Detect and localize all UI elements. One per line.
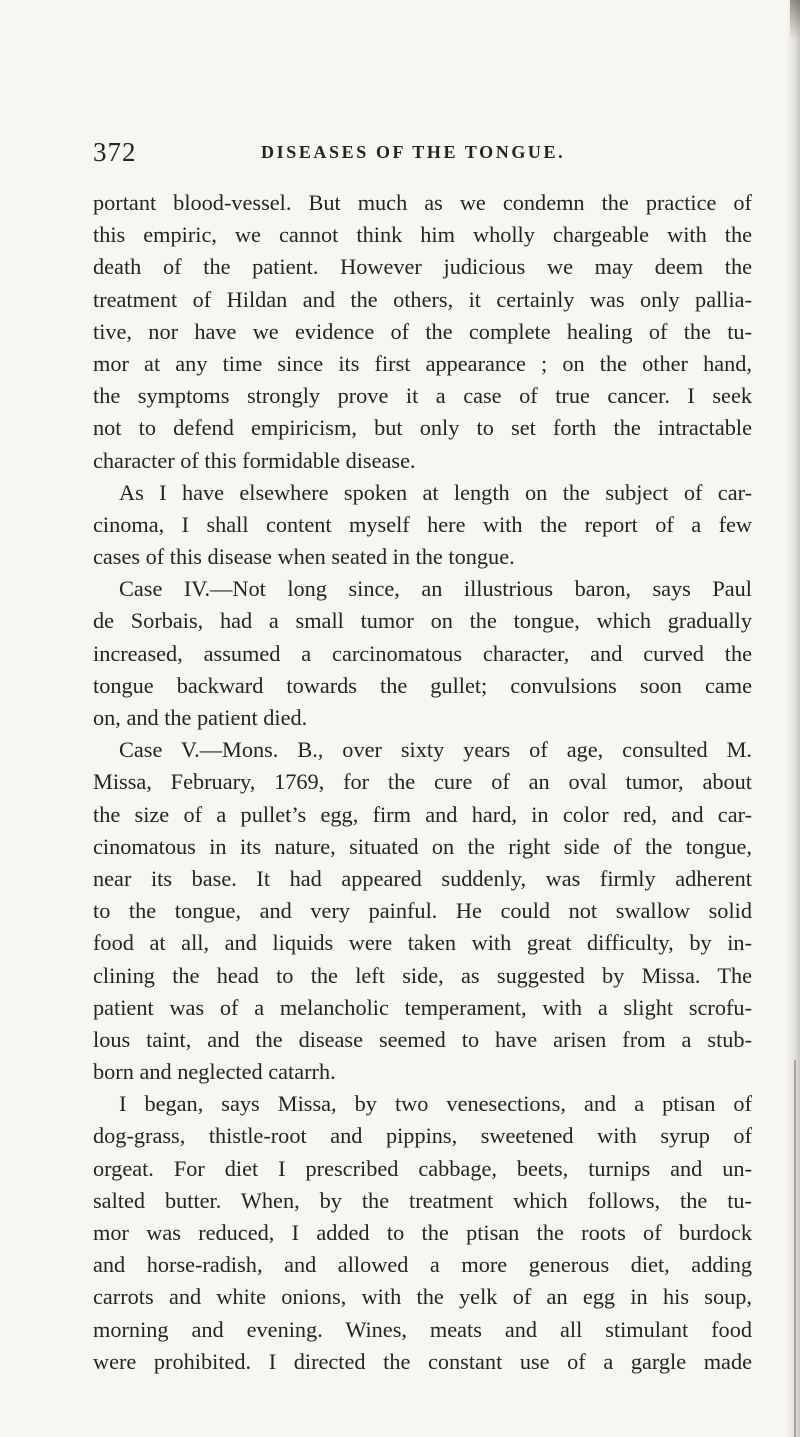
text-line: the size of a pullet’s egg, firm and hard, in color red, and car- — [93, 801, 752, 827]
text-line: food at all, and liquids were taken with great difficulty, by in- — [93, 930, 752, 956]
text-line: on, and the patient died. — [93, 705, 308, 730]
text-line: I began, says Missa, by two venesections, and a ptisan of — [119, 1091, 752, 1117]
page-header — [93, 137, 753, 171]
text-line: clining the head to the left side, as suggested by Missa. The — [93, 962, 752, 988]
page-edge-line — [794, 1060, 796, 1437]
text-line: carrots and white onions, with the yelk of an egg in his soup, — [93, 1284, 752, 1310]
text-line: character of this formidable disease. — [93, 447, 416, 473]
text-line: this empiric, we cannot think him wholly chargeable with the — [93, 222, 752, 248]
text-line: near its base. It had appeared suddenly, was firmly adherent — [93, 865, 752, 891]
page-number: 372 — [93, 137, 137, 167]
text-line: to the tongue, and very painful. He could not swallow solid — [93, 898, 752, 924]
text-line: morning and evening. Wines, meats and all stimulant food — [93, 1316, 752, 1342]
text-line: death of the patient. However judicious we may deem the — [93, 254, 752, 280]
text-line: Missa, February, 1769, for the cure of an oval tumor, about — [93, 769, 752, 795]
text-line: the symptoms strongly prove it a case of true cancer. I seek — [93, 383, 752, 409]
text-line: Case V.—Mons. B., over sixty years of age, consulted M. — [119, 737, 752, 763]
text-line: were prohibited. I directed the constant use of a gargle made — [93, 1348, 752, 1374]
text-line: salted butter. When, by the treatment which follows, the tu- — [93, 1187, 752, 1213]
text-line: treatment of Hildan and the others, it certainly was only pallia- — [93, 286, 752, 312]
text-line: and horse-radish, and allowed a more generous diet, adding — [93, 1252, 752, 1278]
text-line: not to defend empiricism, but only to set forth the intractable — [93, 415, 752, 441]
text-line: portant blood-vessel. But much as we condemn the practice of — [93, 190, 752, 215]
text-line: increased, assumed a carcinomatous character, and curved the — [93, 640, 752, 666]
text-line: Case IV.—Not long since, an illustrious baron, says Paul — [119, 576, 752, 602]
running-head: DISEASES OF THE TONGUE. — [261, 142, 566, 162]
text-line: mor at any time since its first appearance ; on the other hand, — [93, 350, 752, 376]
body-text — [93, 187, 752, 1378]
text-line: orgeat. For diet I prescribed cabbage, beets, turnips and un- — [93, 1155, 752, 1181]
text-line: tive, nor have we evidence of the complete healing of the tu- — [93, 318, 752, 344]
text-line: tongue backward towards the gullet; convulsions soon came — [93, 672, 752, 698]
text-line: born and neglected catarrh. — [93, 1059, 336, 1085]
page-edge-shadow — [786, 0, 800, 1437]
text-line: cinoma, I shall content myself here with the report of a few — [93, 511, 752, 537]
text-line: de Sorbais, had a small tumor on the tongue, which gradually — [93, 608, 752, 634]
text-line: cases of this disease when seated in the tongue. — [93, 544, 515, 570]
text-line: mor was reduced, I added to the ptisan the roots of burdock — [93, 1220, 752, 1245]
text-line: lous taint, and the disease seemed to have arisen from a stub- — [93, 1026, 752, 1052]
text-line: cinomatous in its nature, situated on the right side of the tongue, — [93, 833, 752, 859]
text-line: patient was of a melancholic temperament, with a slight scrofu- — [93, 994, 752, 1020]
text-line: As I have elsewhere spoken at length on the subject of car- — [119, 479, 752, 505]
text-line: dog-grass, thistle-root and pippins, sweetened with syrup of — [93, 1123, 752, 1149]
